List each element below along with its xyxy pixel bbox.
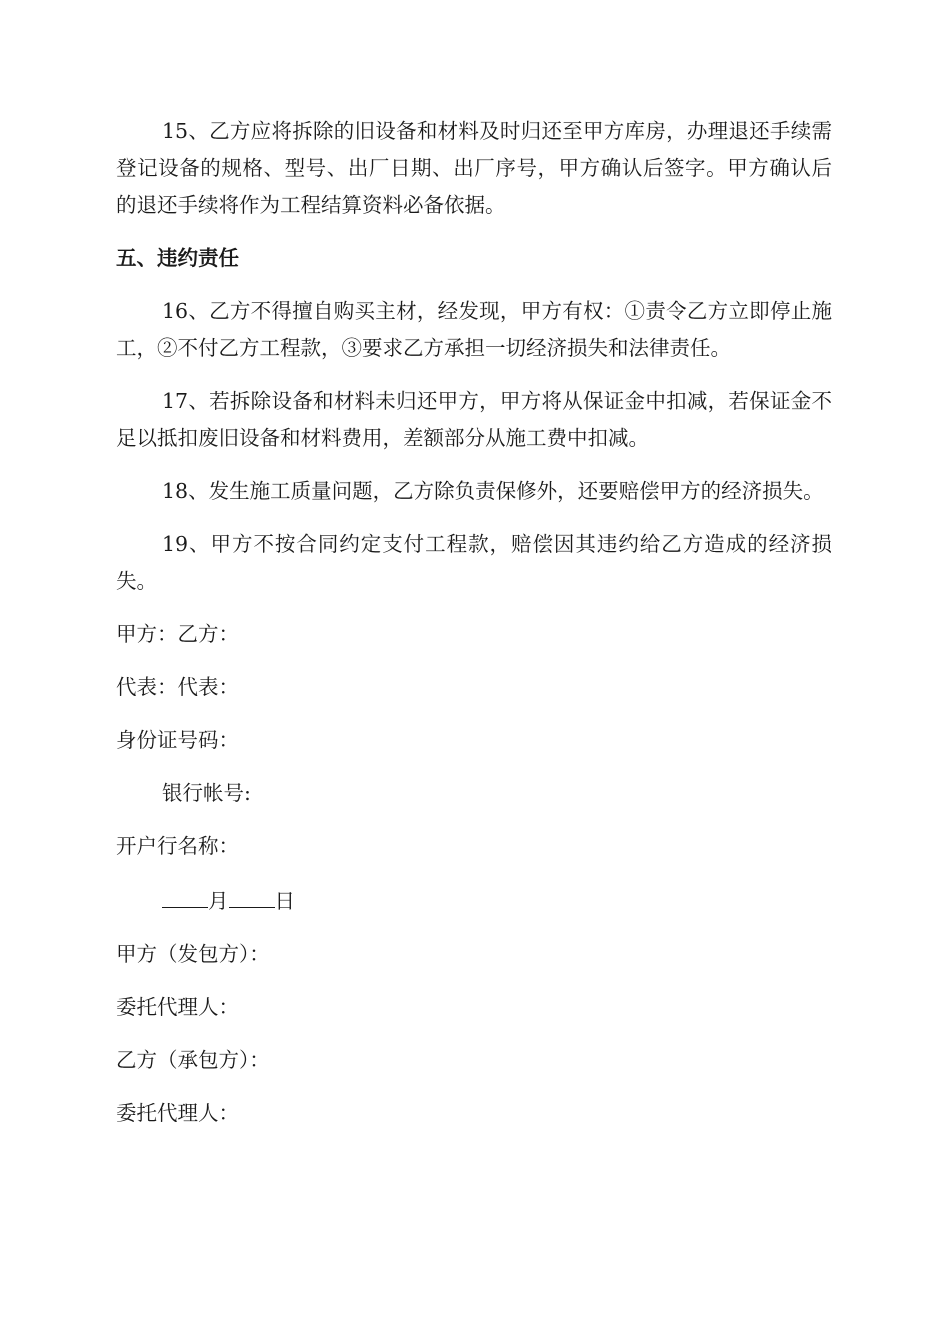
signature-party-a-agent: 委托代理人： [116, 995, 239, 1019]
day-blank [229, 881, 275, 908]
date-month-label: 月 [208, 889, 229, 913]
signature-party-b-agent: 委托代理人： [116, 1101, 239, 1125]
document-body [116, 113, 832, 1148]
clause-18: 18、发生施工质量问题，乙方除负责保修外，还要赔偿甲方的经济损失。 [162, 479, 824, 503]
signature-party-b: 乙方（承包方）： [116, 1048, 270, 1072]
signature-id-number: 身份证号码： [116, 728, 239, 752]
month-blank [162, 881, 208, 908]
signature-bank-name: 开户行名称： [116, 834, 239, 858]
date-day-label: 日 [274, 889, 295, 913]
clause-16: 16、乙方不得擅自购买主材，经发现，甲方有权：①责令乙方立即停止施工，②不付乙方工程款，③要求乙方承担一切经济损失和法律责任。 [116, 299, 832, 360]
section-heading-breach-liability: 五、违约责任 [116, 246, 239, 270]
signature-bank-account: 银行帐号: [162, 781, 251, 805]
signature-representatives: 代表：代表： [116, 675, 239, 699]
clause-19: 19、甲方不按合同约定支付工程款，赔偿因其违约给乙方造成的经济损失。 [116, 532, 832, 593]
signature-date [116, 881, 832, 920]
signature-parties: 甲方：乙方： [116, 622, 239, 646]
clause-17: 17、若拆除设备和材料未归还甲方，甲方将从保证金中扣减，若保证金不足以抵扣废旧设备和材料费用，差额部分从施工费中扣减。 [116, 389, 832, 450]
clause-15: 15、乙方应将拆除的旧设备和材料及时归还至甲方库房，办理退还手续需登记设备的规格、型号、出厂日期、出厂序号，甲方确认后签字。甲方确认后的退还手续将作为工程结算资料必备依据。 [116, 119, 832, 217]
signature-party-a: 甲方（发包方）： [116, 942, 270, 966]
